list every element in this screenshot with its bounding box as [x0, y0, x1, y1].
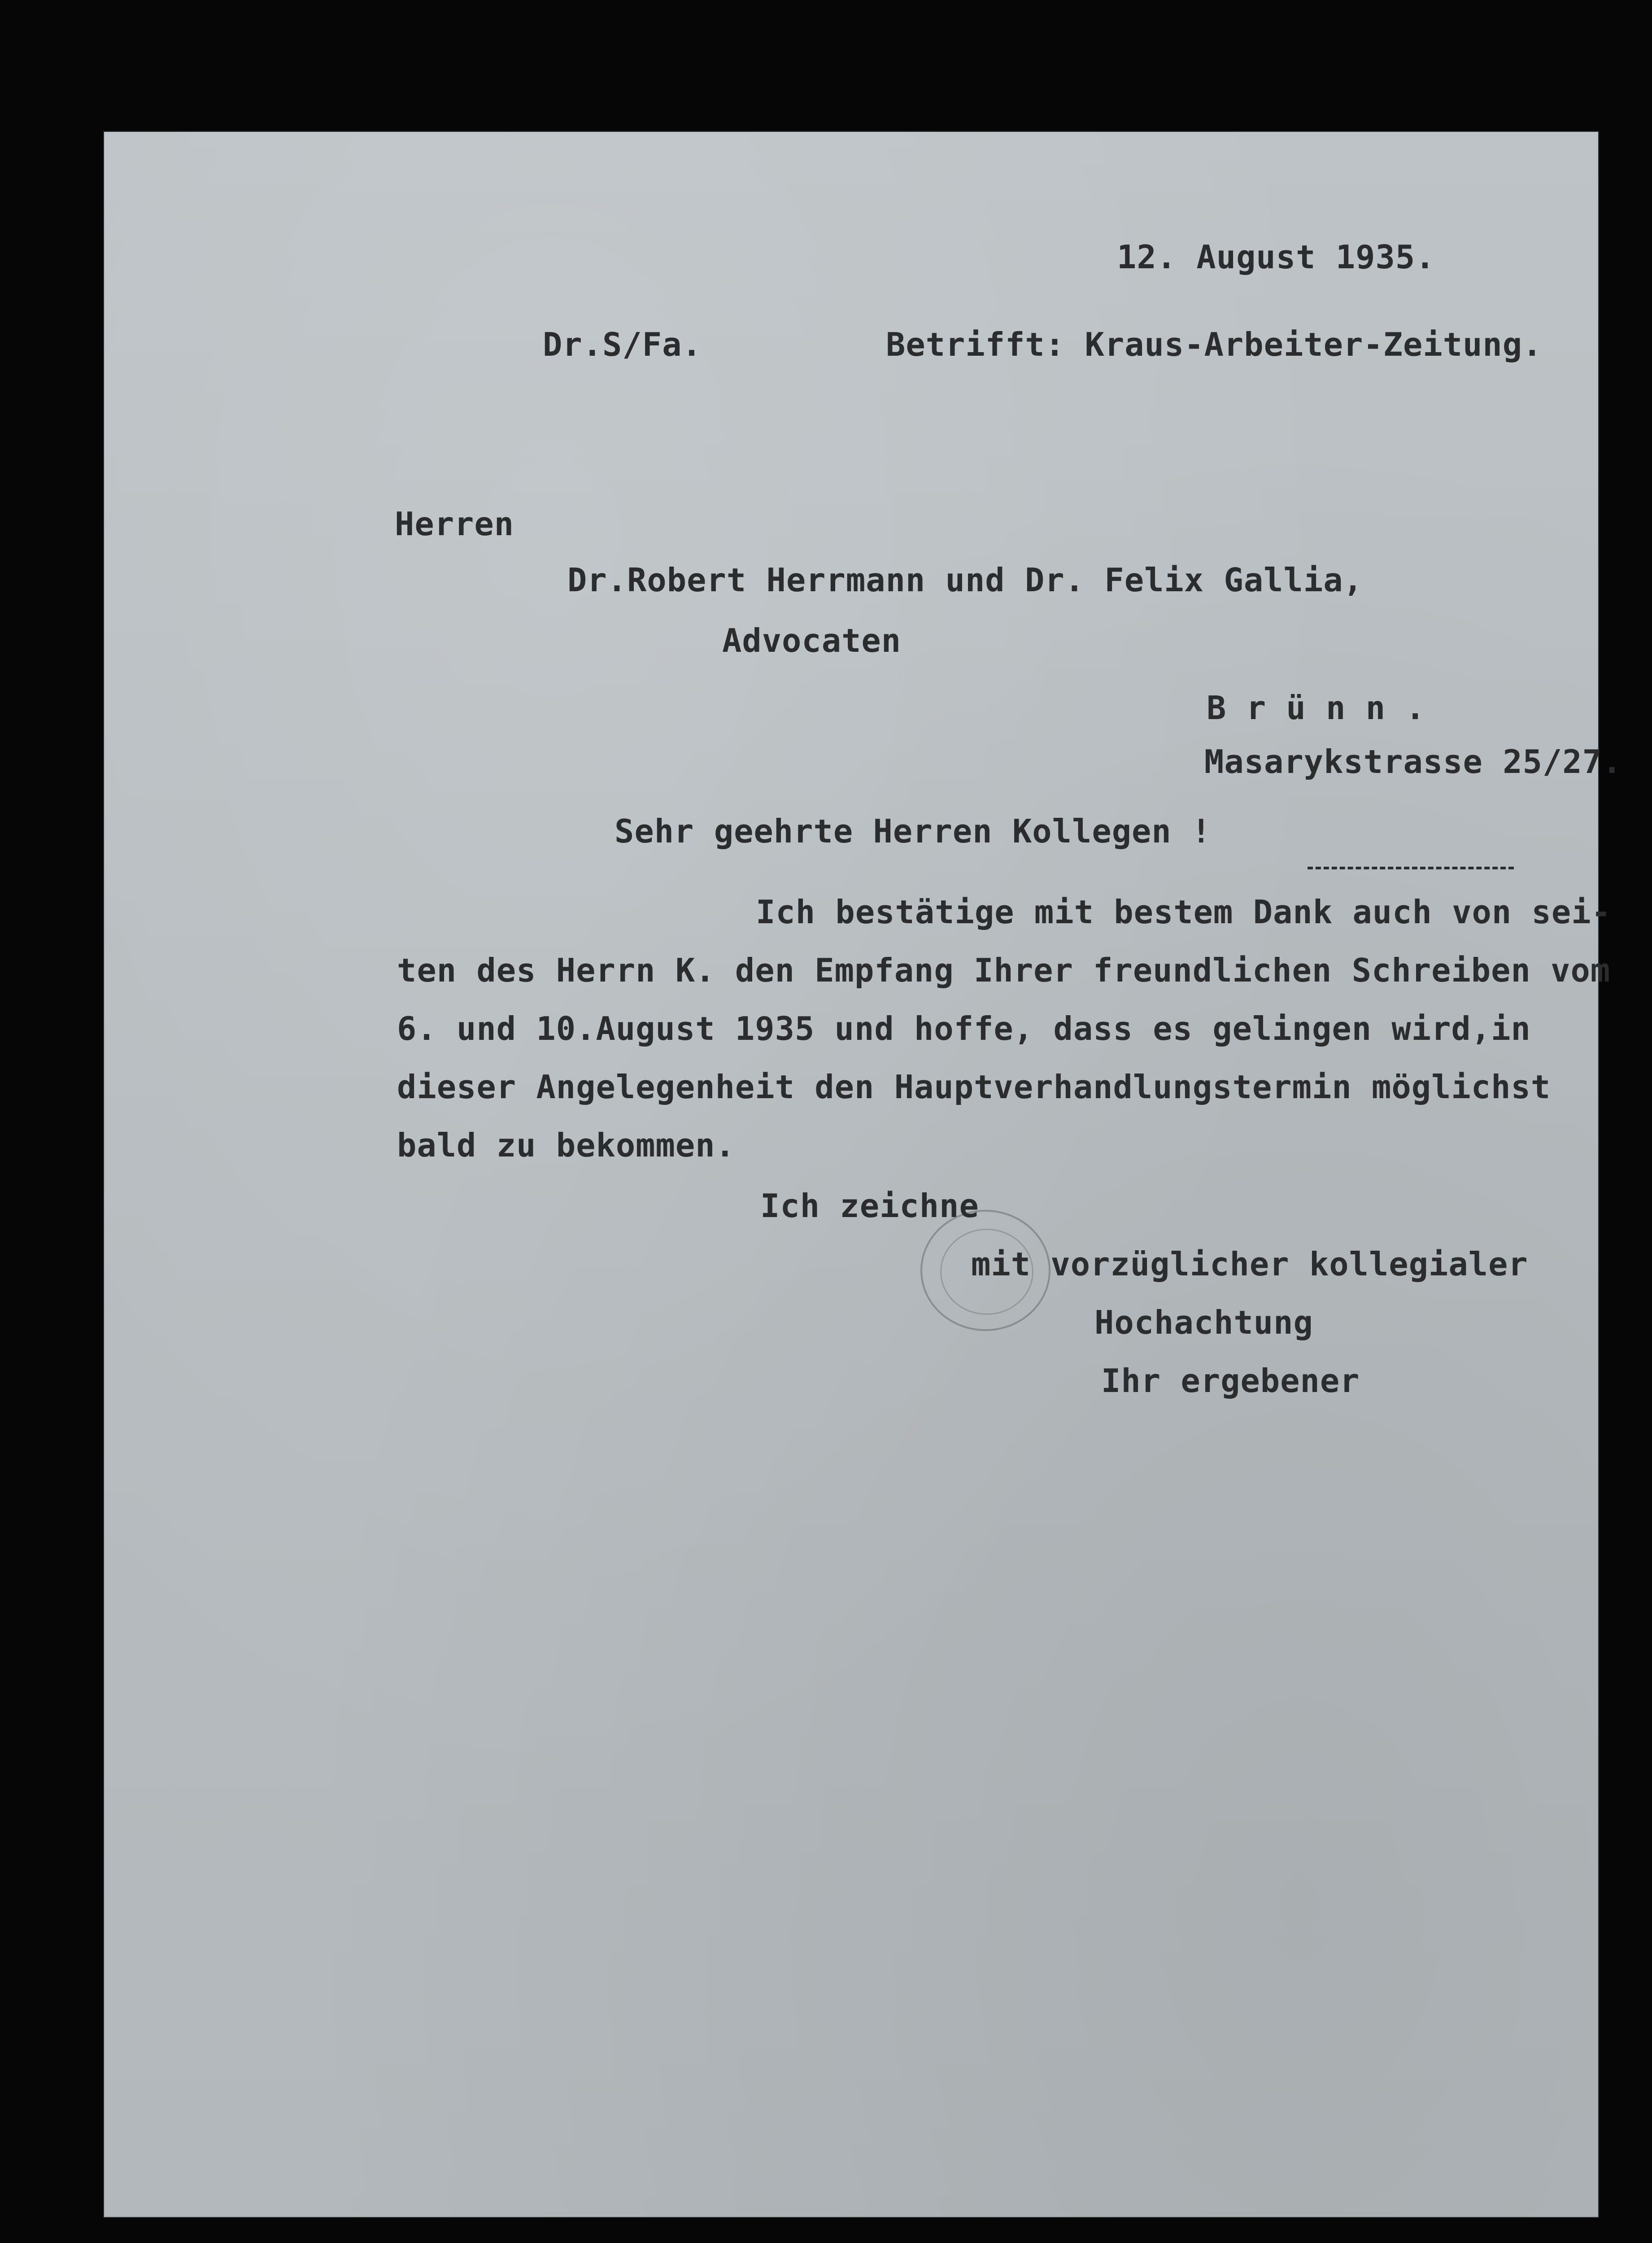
profession-line: Advocaten — [722, 622, 902, 659]
letter-sheet — [103, 131, 1622, 2218]
salutation-to: Herren — [395, 505, 514, 543]
closing-line-2: mit vorzüglicher kollegialer — [971, 1245, 1528, 1283]
city-line: B r ü n n . — [1207, 689, 1425, 727]
body-line-4: dieser Angelegenheit den Hauptverhandlungstermin möglichst — [397, 1068, 1551, 1106]
body-line-3: 6. und 10.August 1935 und hoffe, dass es gelingen wird,in — [397, 1010, 1531, 1047]
closing-line-3: Hochachtung — [1094, 1304, 1313, 1341]
city-underline — [1308, 867, 1514, 869]
recipients-line: Dr.Robert Herrmann und Dr. Felix Gallia, — [567, 561, 1363, 599]
closing-line-4: Ihr ergebener — [1101, 1362, 1360, 1400]
letter-date: 12. August 1935. — [1117, 238, 1435, 276]
body-line-1: Ich bestätige mit bestem Dank auch von sei- — [756, 893, 1611, 931]
body-line-2: ten des Herrn K. den Empfang Ihrer freundlichen Schreiben vom — [397, 951, 1611, 989]
street-line: Masarykstrasse 25/27. — [1204, 743, 1622, 781]
subject-line: Betrifft: Kraus-Arbeiter-Zeitung. — [886, 326, 1543, 363]
body-line-5: bald zu bekommen. — [397, 1126, 735, 1164]
reference-code: Dr.S/Fa. — [543, 326, 702, 363]
closing-line-1: Ich zeichne — [760, 1187, 979, 1225]
greeting-line: Sehr geehrte Herren Kollegen ! — [615, 812, 1212, 850]
